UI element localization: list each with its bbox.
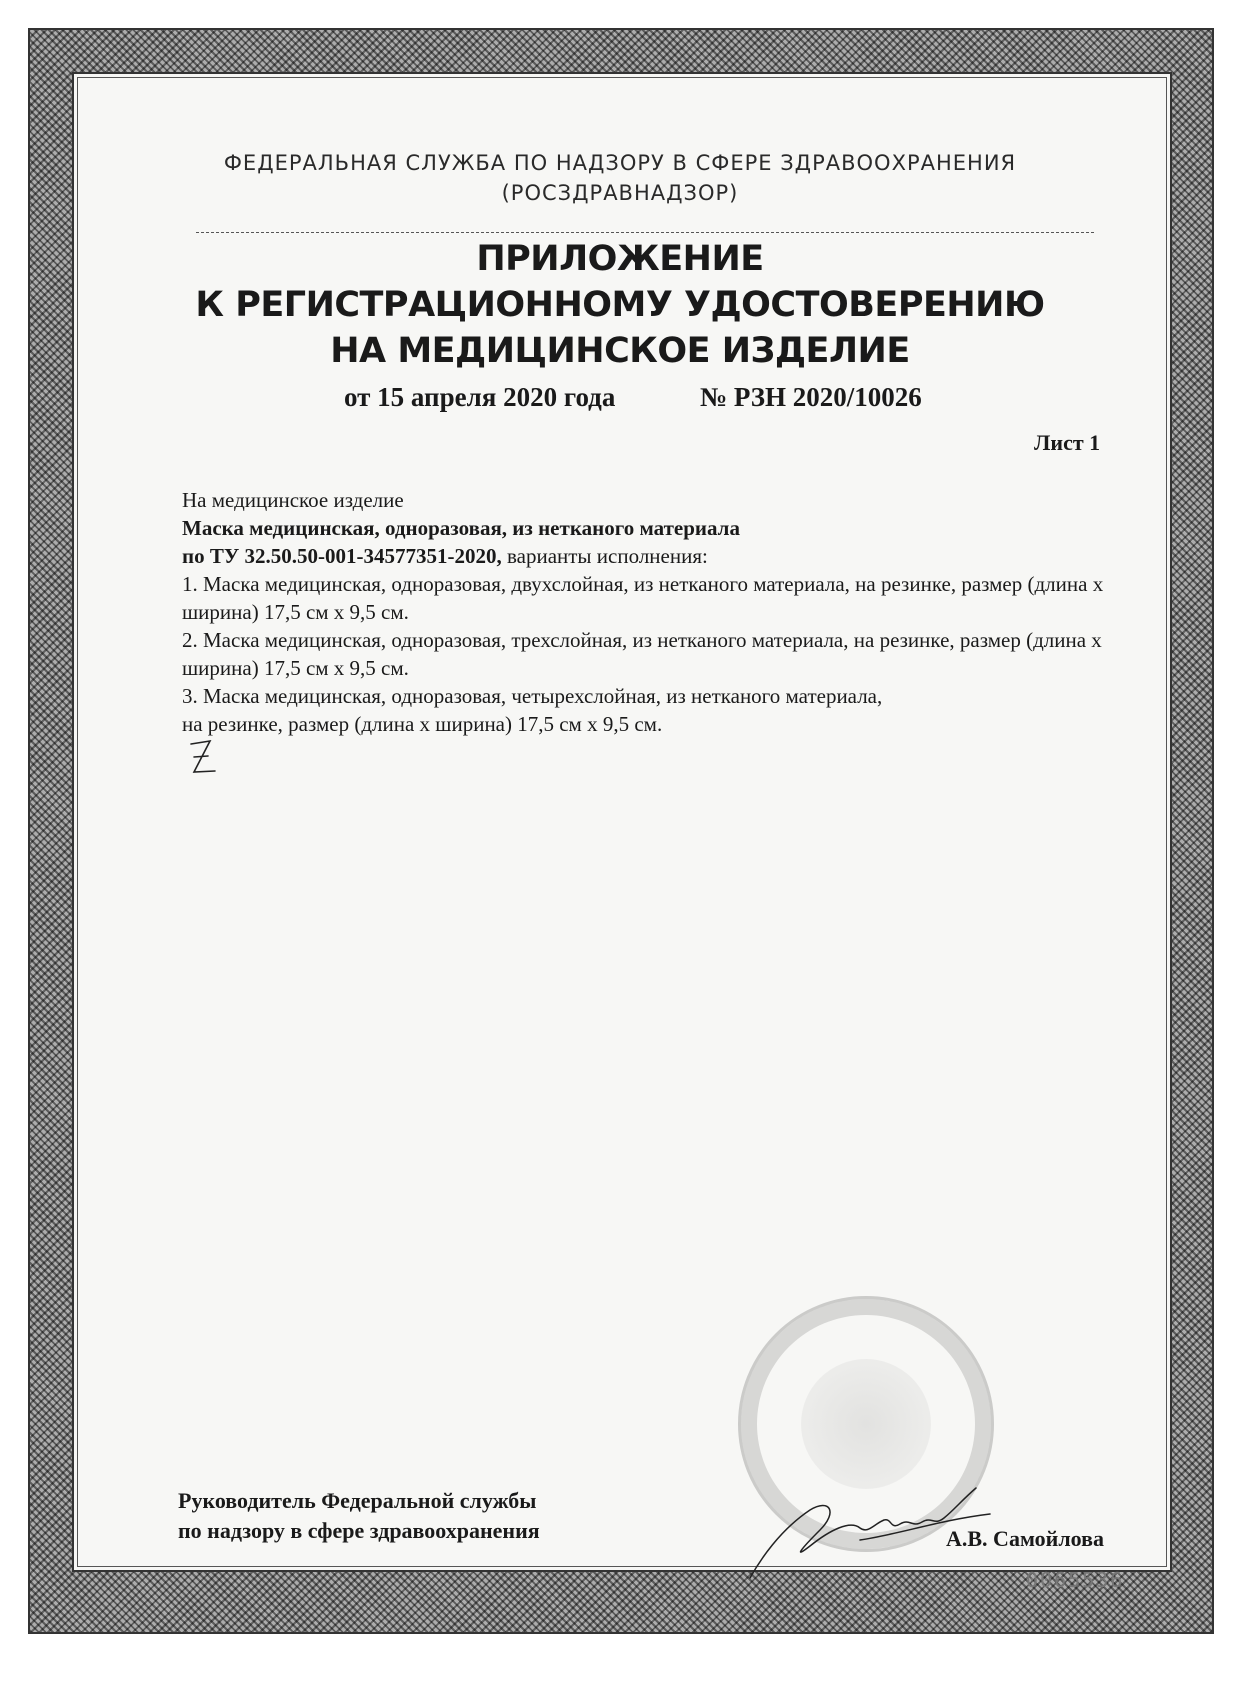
variant-1: 1. Маска медицинская, одноразовая, двухслойная, из нетканого материала, на резинке, размер (длина х ширина) 17,5 см х 9,5 см. (182, 572, 1104, 624)
signer-name: А.В. Самойлова (946, 1526, 1104, 1551)
agency-name: ФЕДЕРАЛЬНАЯ СЛУЖБА ПО НАДЗОРУ В СФЕРЕ ЗДРАВООХРАНЕНИЯ (223, 151, 1017, 175)
agency-abbreviation: (РОСЗДРАВНАДЗОР) (501, 181, 739, 205)
variant-3-line-2: на резинке, размер (длина х ширина) 17,5 см х 9,5 см. (182, 712, 663, 736)
agency-header (0, 148, 1240, 208)
sheet-number: Лист 1 (1034, 430, 1101, 455)
signer-title-line-2: по надзору в сфере здравоохранения (178, 1518, 540, 1543)
title-line-2: К РЕГИСТРАЦИОННОМУ УДОСТОВЕРЕНИЮ (195, 285, 1045, 325)
signer-title-line-1: Руководитель Федеральной службы (178, 1488, 537, 1513)
variant-2: 2. Маска медицинская, одноразовая, трехслойная, из нетканого материала, на резинке, размер (длина х ширина) 17,5 см х 9,5 см. (182, 628, 1102, 680)
variants-intro: варианты исполнения: (501, 544, 708, 568)
signer-title (178, 1486, 540, 1546)
title-line-1: ПРИЛОЖЕНИЕ (476, 239, 764, 279)
document-body (182, 486, 1127, 738)
tu-line (182, 542, 1127, 570)
tu-reference: по ТУ 32.50.50-001-34577351-2020, (182, 544, 502, 568)
intro-text: На медицинское изделие (182, 488, 404, 512)
handwritten-signature (740, 1450, 1000, 1595)
handwritten-z-mark (188, 738, 218, 781)
registration-number: № РЗН 2020/10026 (700, 382, 922, 412)
header-divider (196, 232, 1094, 233)
product-name: Маска медицинская, одноразовая, из нетканого материала (182, 516, 740, 540)
document-title (0, 236, 1240, 374)
title-line-3: НА МЕДИЦИНСКОЕ ИЗДЕЛИЕ (330, 331, 910, 371)
issue-date: от 15 апреля 2020 года (344, 382, 616, 412)
variant-3-line-1: 3. Маска медицинская, одноразовая, четырехслойная, из нетканого материала, (182, 684, 883, 708)
form-serial-number: 0065536 (1026, 1568, 1125, 1592)
